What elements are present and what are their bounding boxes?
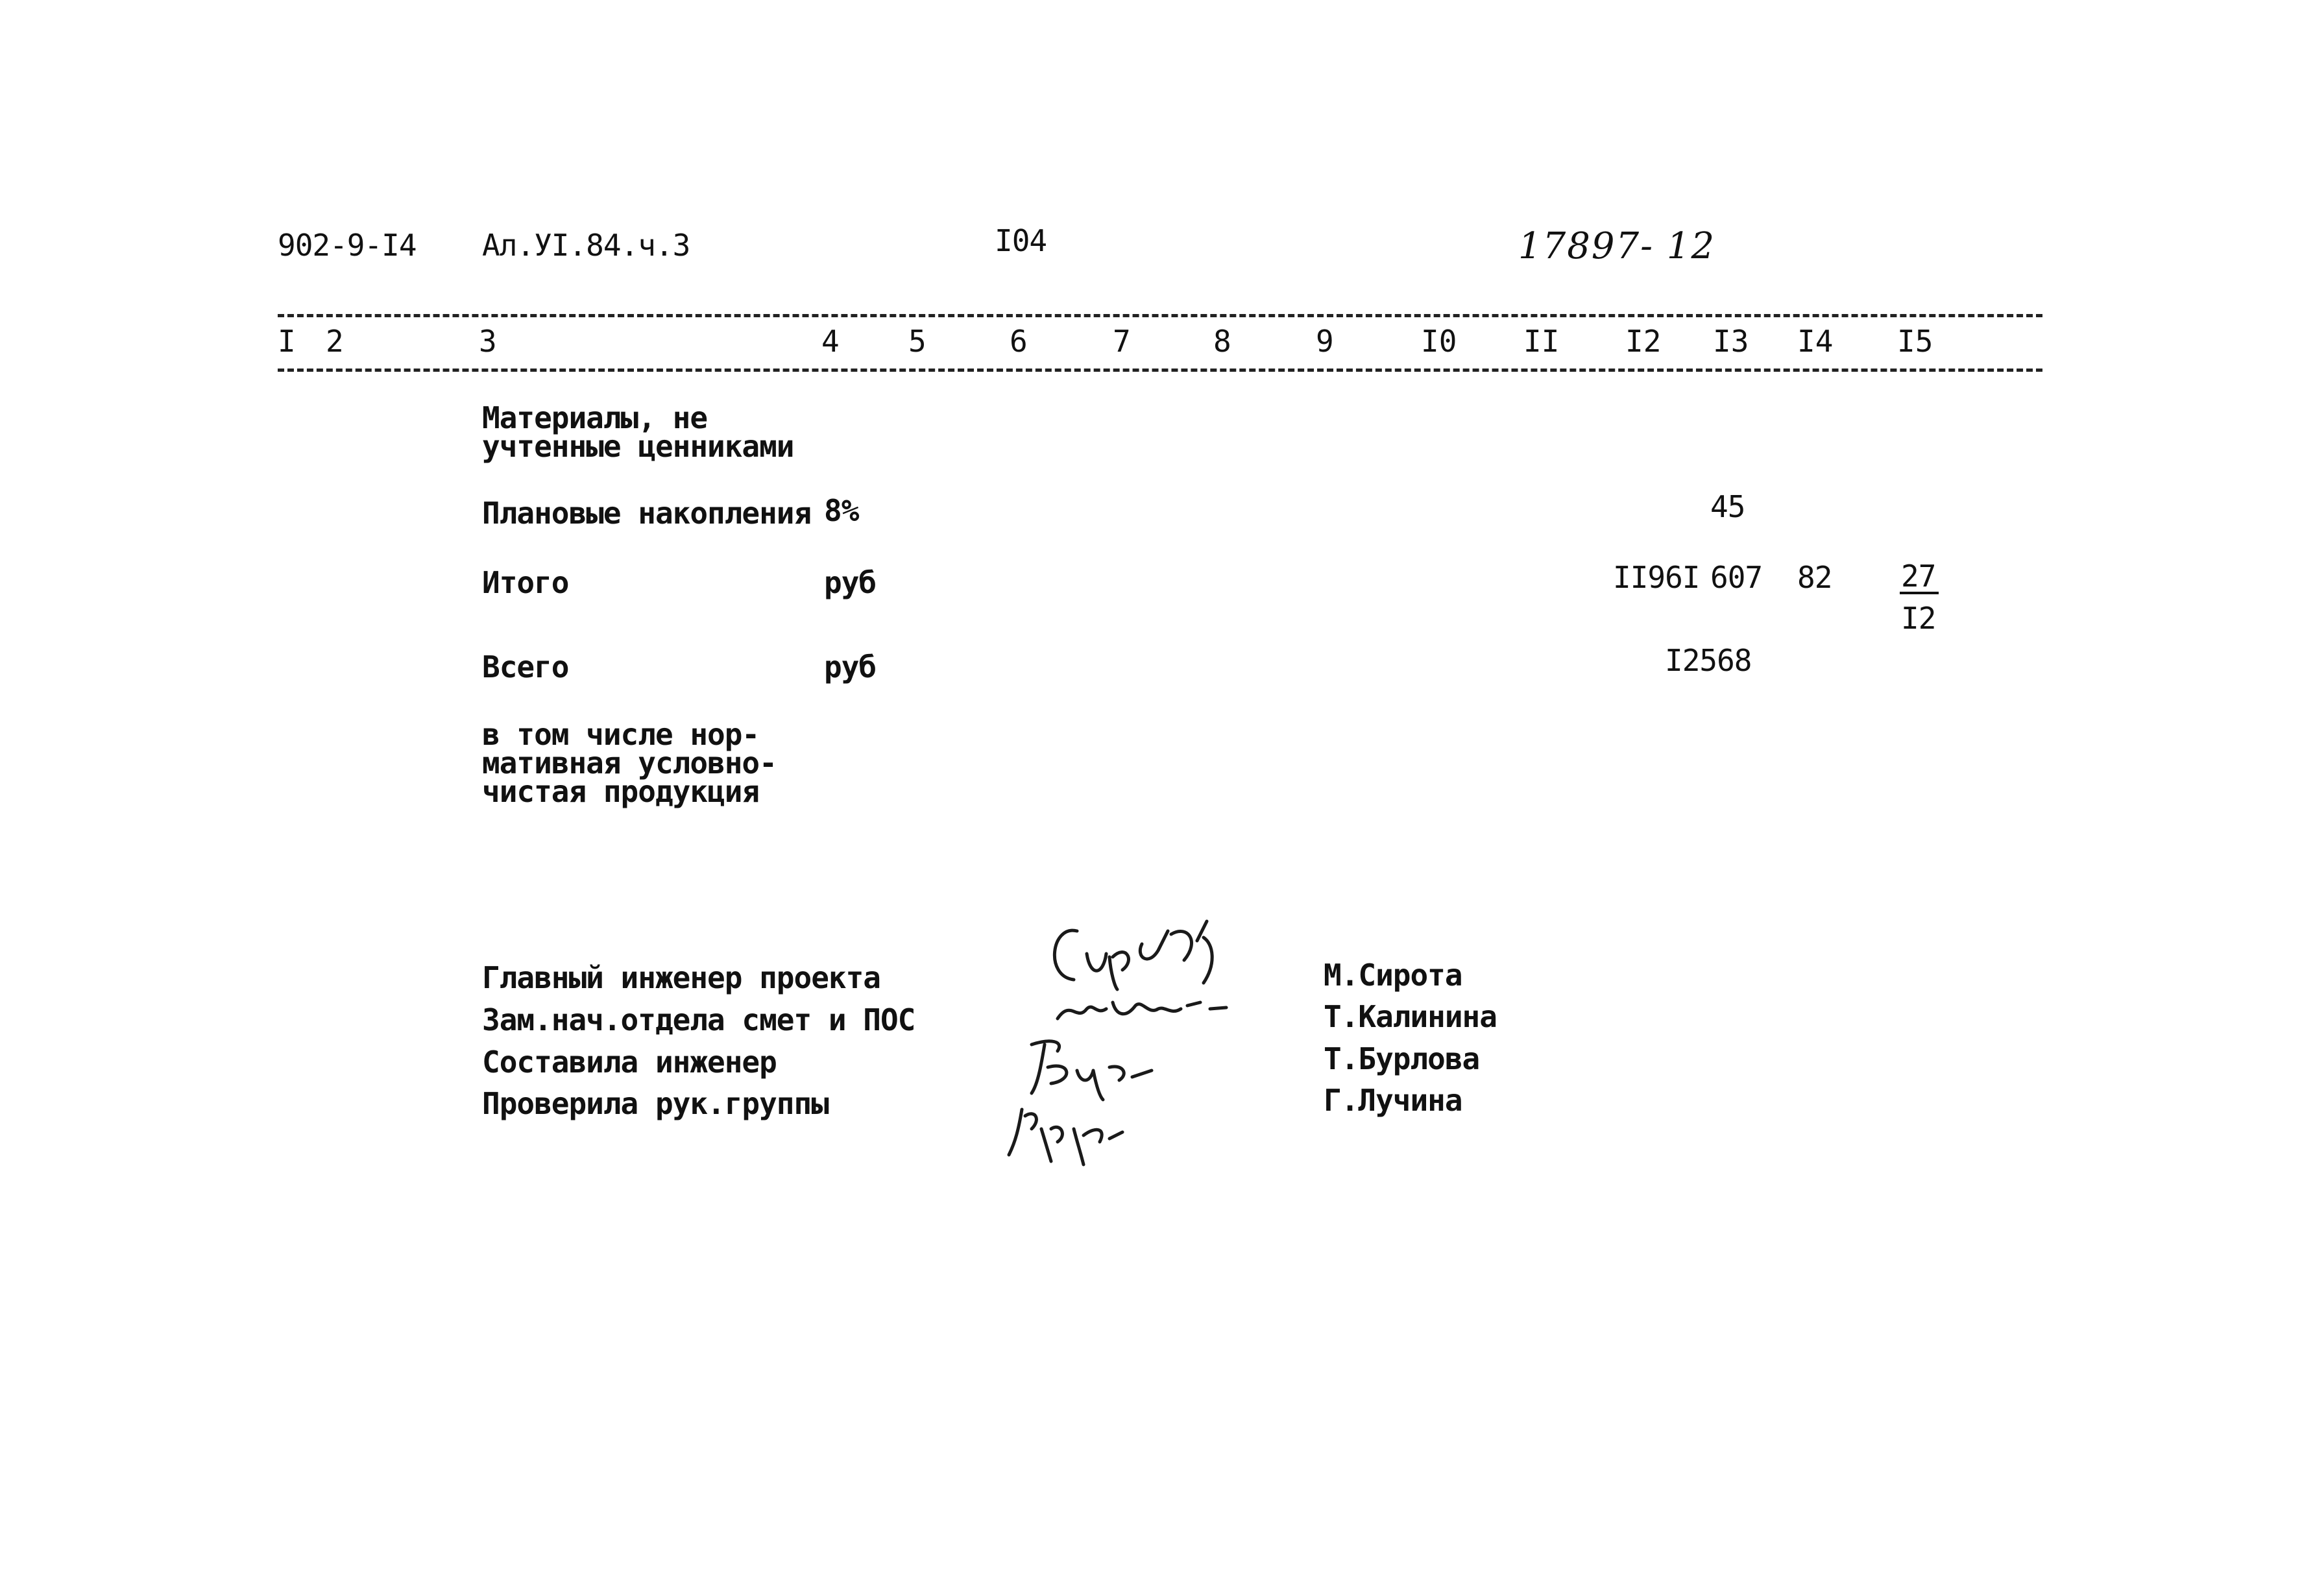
- subtotal-col14: 82: [1797, 560, 1832, 595]
- subtotal-label: Итого: [482, 565, 569, 600]
- total-unit: руб: [824, 649, 877, 684]
- subtotal-col15-numerator: 27: [1901, 559, 1936, 594]
- page-number: I04: [995, 223, 1047, 258]
- signer-name: Г.Лучина: [1324, 1083, 1462, 1118]
- column-number: I0: [1421, 324, 1457, 359]
- handwritten-signature: [1051, 989, 1233, 1028]
- materials-row-label: Материалы, не учтенные ценниками: [482, 400, 794, 464]
- signer-role: Составила инженер: [482, 1045, 777, 1080]
- signer-name: М.Сирота: [1324, 958, 1462, 993]
- handwritten-signature: [1002, 1090, 1132, 1174]
- column-number: 8: [1213, 324, 1231, 359]
- subtotal-unit: руб: [824, 565, 877, 600]
- planned-savings-col13: 45: [1710, 489, 1745, 524]
- album-reference: Ал.УI.84.ч.3: [482, 228, 690, 263]
- column-number: 5: [908, 324, 927, 359]
- column-number: 2: [326, 324, 344, 359]
- total-value: I2568: [1665, 643, 1752, 678]
- column-number: 3: [479, 324, 497, 359]
- signer-name: Т.Бурлова: [1324, 1041, 1480, 1076]
- fraction-bar: [1900, 592, 1939, 594]
- signer-name: Т.Калинина: [1324, 999, 1497, 1034]
- total-label: Всего: [482, 649, 569, 684]
- subtotal-col15-denominator: I2: [1901, 601, 1936, 636]
- including-row-label: в том числе нор- мативная условно- чистая продукция: [482, 717, 777, 809]
- column-number: I4: [1797, 324, 1834, 359]
- column-number: 7: [1113, 324, 1131, 359]
- document-code: 902-9-I4: [278, 228, 417, 263]
- column-header-top-rule: [278, 314, 2042, 317]
- column-header-bottom-rule: [278, 369, 2042, 372]
- planned-savings-label: Плановые накопления: [482, 496, 812, 531]
- column-number: I2: [1625, 324, 1662, 359]
- column-number: 6: [1010, 324, 1028, 359]
- column-number: 4: [821, 324, 840, 359]
- signer-role: Проверила рук.группы: [482, 1086, 829, 1121]
- column-number: II: [1523, 324, 1560, 359]
- handwritten-sheet-number: 17897- 12: [1518, 225, 1716, 267]
- column-number: I3: [1713, 324, 1749, 359]
- signer-role: Главный инженер проекта: [482, 960, 880, 995]
- column-number: I: [278, 324, 296, 359]
- planned-savings-rate: 8%: [824, 493, 859, 528]
- subtotal-col12: II96I: [1613, 560, 1700, 595]
- column-number: 9: [1316, 324, 1334, 359]
- column-number: I5: [1897, 324, 1933, 359]
- handwritten-signature: [1038, 905, 1272, 996]
- subtotal-col13: 607: [1710, 560, 1763, 595]
- signer-role: Зам.нач.отдела смет и ПОС: [482, 1002, 915, 1037]
